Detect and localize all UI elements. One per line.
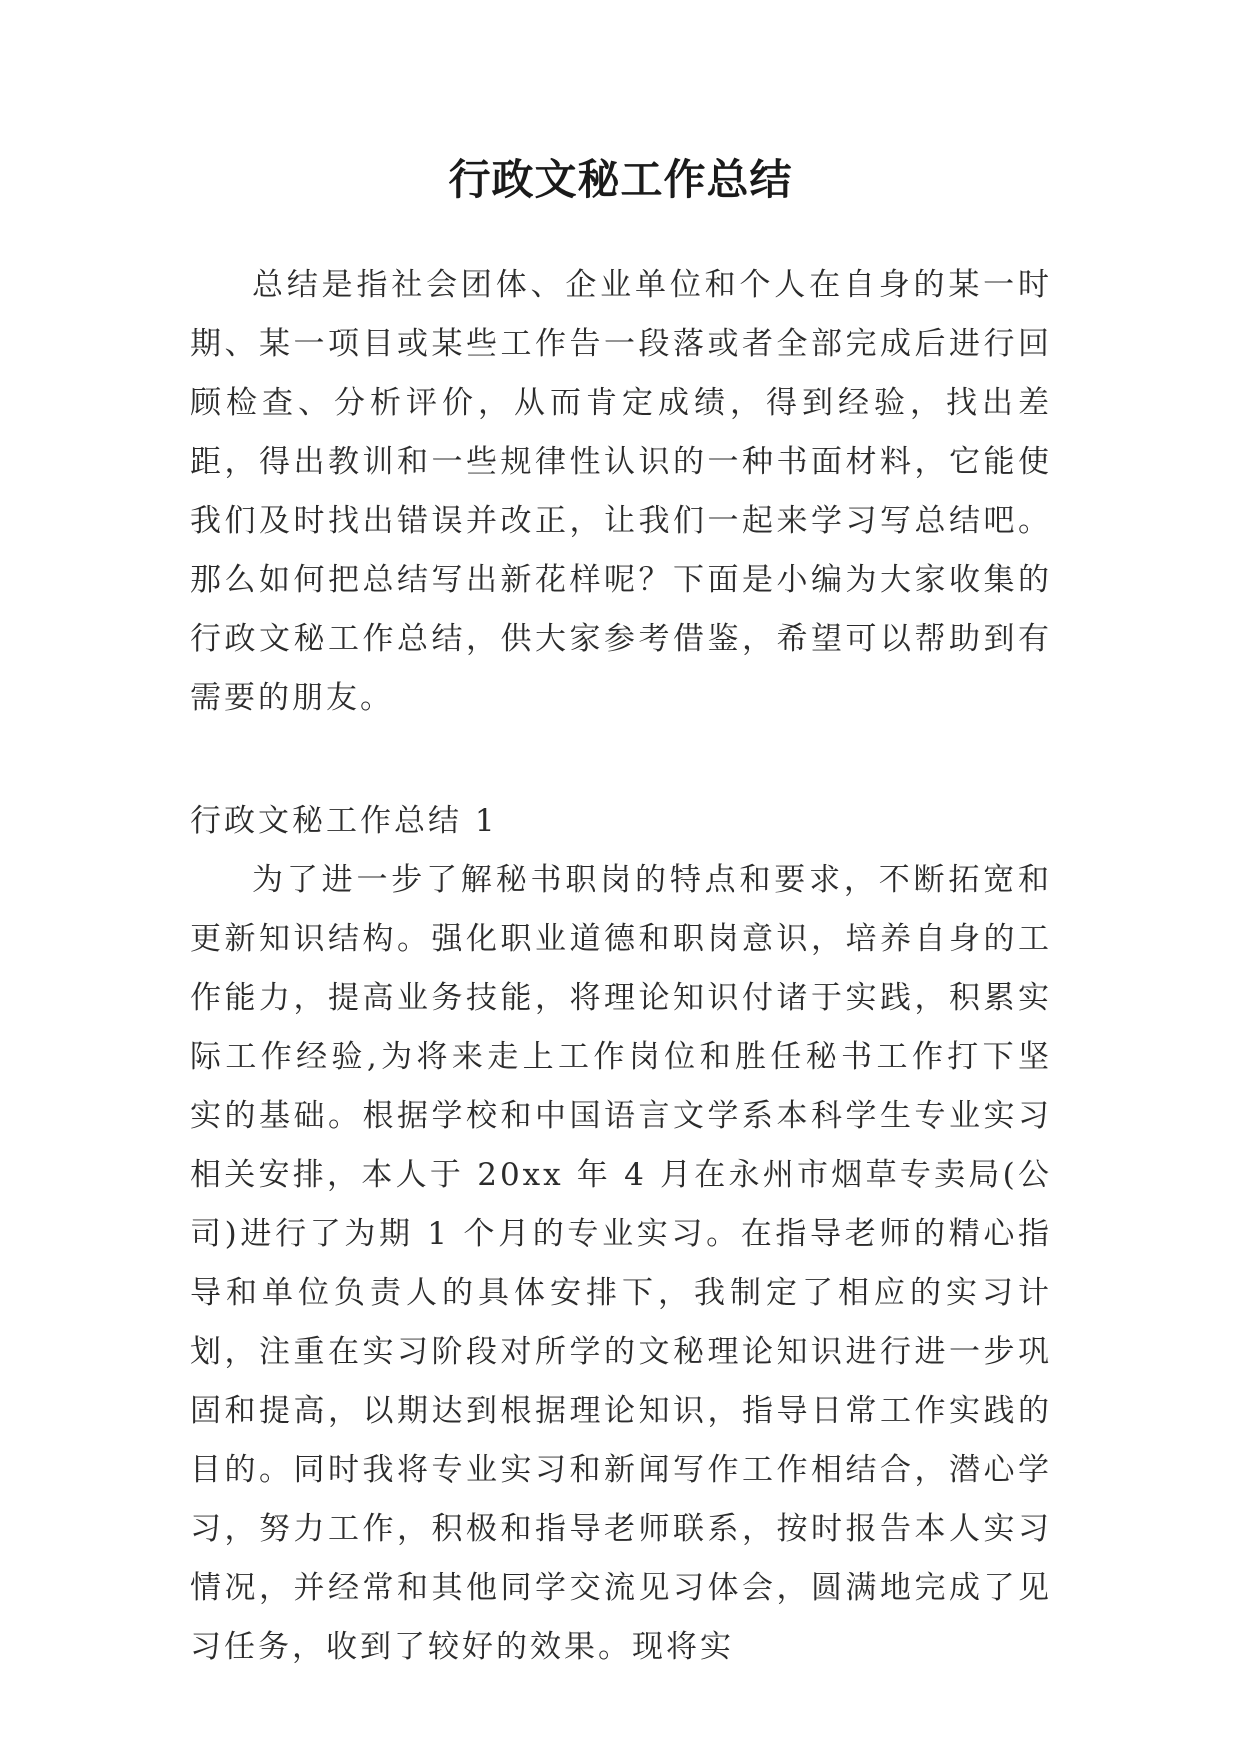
document-body (190, 256, 1052, 1677)
section-paragraph: 为了进一步了解秘书职岗的特点和要求，不断拓宽和更新知识结构。强化职业道德和职岗意识，培养自身的工作能力，提高业务技能，将理论知识付诸于实践，积累实际工作经验,为将来走上工作岗位和胜任秘书工作打下坚实的基础。根据学校和中国语言文学系本科学生专业实习相关安排，本人于 20xx 年 4 月在永州市烟草专卖局(公司)进行了为期 1 个月的专业实习。在指导老师的精心指导和单位负责人的具体安排下，我制定了相应的实习计划，注重在实习阶段对所学的文秘理论知识进行进一步巩固和提高，以期达到根据理论知识，指导日常工作实践的目的。同时我将专业实习和新闻写作工作相结合，潜心学习，努力工作，积极和指导老师联系，按时报告本人实习情况，并经常和其他同学交流见习体会，圆满地完成了见习任务，收到了较好的效果。现将实 (190, 862, 1052, 1665)
section-heading: 行政文秘工作总结 1 (190, 803, 498, 839)
intro-paragraph: 总结是指社会团体、企业单位和个人在自身的某一时期、某一项目或某些工作告一段落或者全部完成后进行回顾检查、分析评价，从而肯定成绩，得到经验，找出差距，得出教训和一些规律性认识的一种书面材料，它能使我们及时找出错误并改正，让我们一起来学习写总结吧。那么如何把总结写出新花样呢？下面是小编为大家收集的行政文秘工作总结，供大家参考借鉴，希望可以帮助到有需要的朋友。 (190, 267, 1052, 716)
document-title: 行政文秘工作总结 (448, 155, 793, 204)
